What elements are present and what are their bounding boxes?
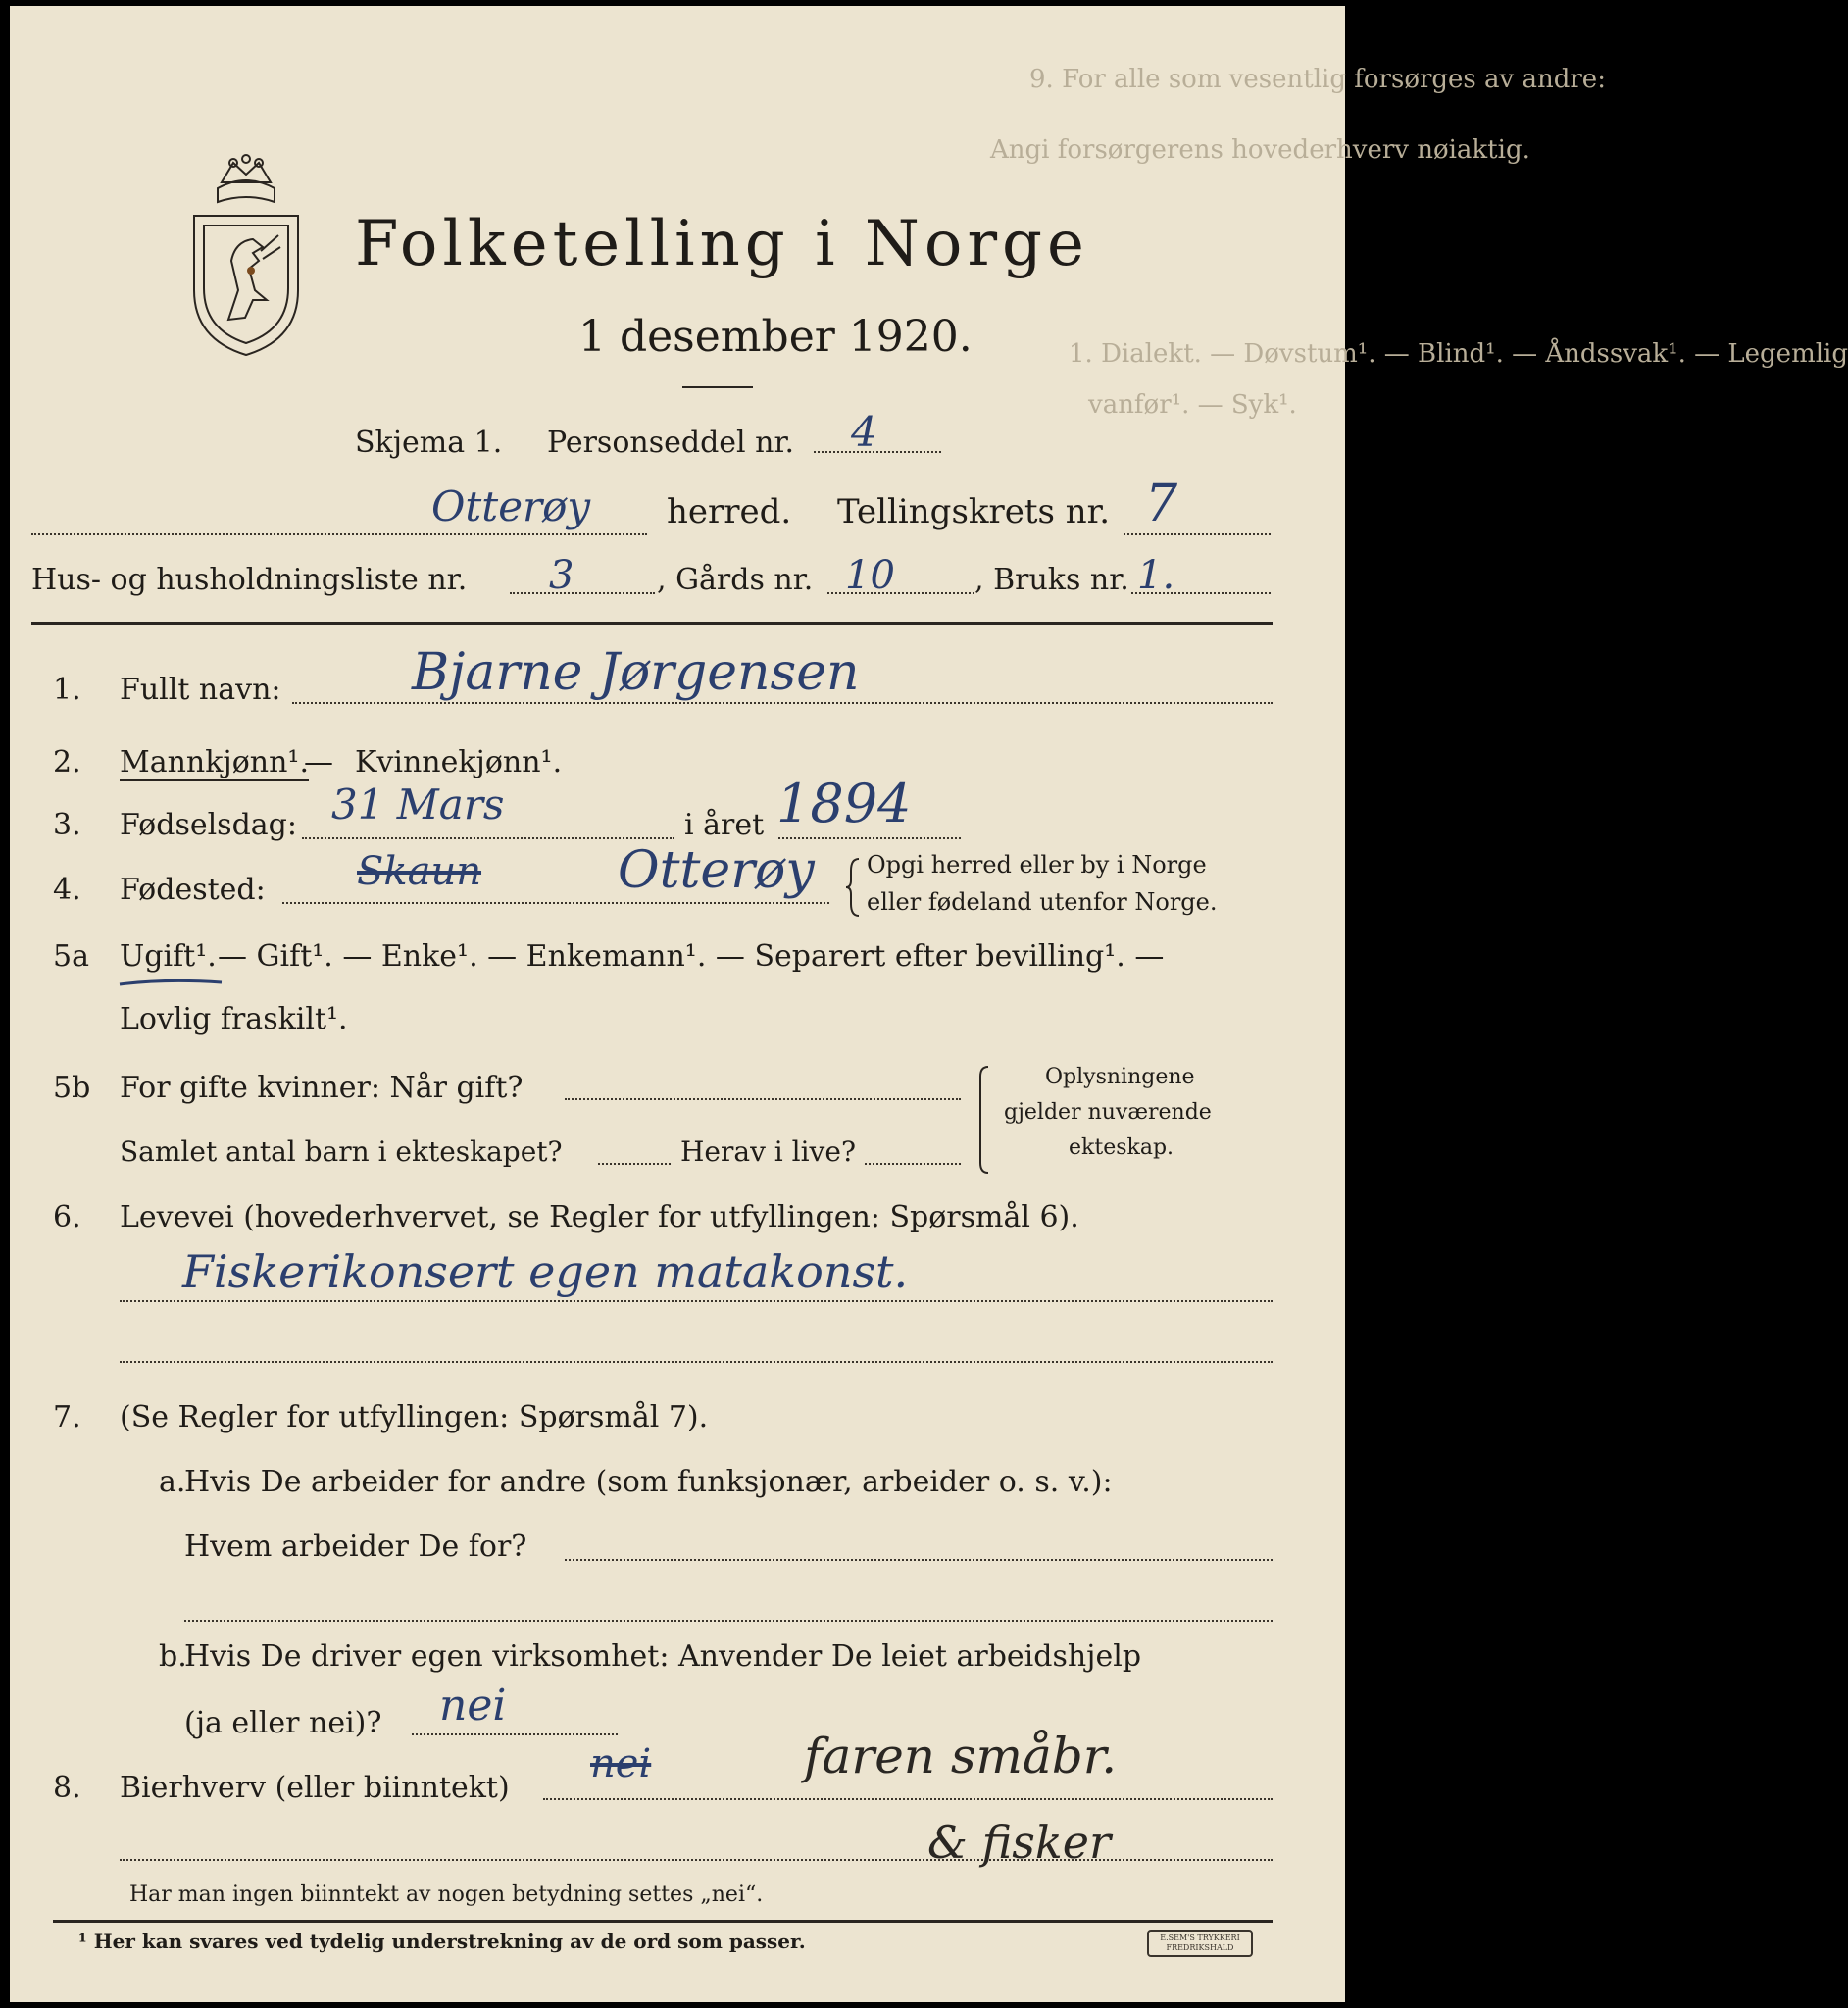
side-income-field[interactable] xyxy=(543,1798,1273,1800)
q7a-line1: Hvis De arbeider for andre (som funksjonær, arbeider o. s. v.): xyxy=(184,1465,1113,1499)
birthplace-struck: Skaun xyxy=(357,849,482,894)
brace-icon xyxy=(845,857,861,918)
tellingskrets-field[interactable] xyxy=(1124,533,1271,535)
children-field[interactable] xyxy=(598,1163,671,1165)
census-form xyxy=(10,6,1848,2002)
q7a-line2: Hvem arbeider De for? xyxy=(184,1530,527,1564)
personseddel-value: 4 xyxy=(851,408,877,456)
q2-separator: — xyxy=(304,745,333,779)
occupation-field[interactable] xyxy=(120,1300,1273,1302)
hus-field[interactable] xyxy=(510,592,655,594)
employer-field[interactable] xyxy=(565,1559,1273,1561)
living-label: Herav i live? xyxy=(680,1135,856,1168)
herred-value: Otterøy xyxy=(431,482,591,530)
q7a-letter: a. xyxy=(159,1465,186,1499)
q7b-letter: b. xyxy=(159,1639,187,1674)
birthplace-field[interactable] xyxy=(282,902,829,904)
birthplace-value: Otterøy xyxy=(618,841,815,900)
q3-label: Fødselsdag: xyxy=(120,808,297,842)
show-through-line: vanfør¹. — Syk¹. xyxy=(1088,390,1297,420)
birth-year-value: 1894 xyxy=(776,773,912,834)
bracket-icon xyxy=(976,1065,990,1175)
q1-label: Fullt navn: xyxy=(120,673,281,707)
birthplace-note-2: eller fødeland utenfor Norge. xyxy=(867,888,1218,916)
personseddel-field[interactable] xyxy=(814,451,941,453)
q8-label: Bierhverv (eller biinntekt) xyxy=(120,1771,510,1805)
bruks-label: , Bruks nr. xyxy=(974,563,1129,597)
unmarried-underline xyxy=(118,977,225,990)
side-income-struck: nei xyxy=(590,1741,652,1786)
gards-label: , Gårds nr. xyxy=(657,563,814,597)
footer-rule xyxy=(53,1920,1273,1923)
q6-number: 6. xyxy=(53,1200,81,1234)
q4-label: Fødested: xyxy=(120,873,266,907)
male-option[interactable]: Mannkjønn¹. xyxy=(120,745,309,779)
occupation-field-2[interactable] xyxy=(120,1361,1273,1363)
birthplace-note-1: Opgi herred eller by i Norge xyxy=(867,851,1207,878)
q8-number: 8. xyxy=(53,1771,81,1805)
birth-year-field[interactable] xyxy=(778,837,961,839)
unmarried-option[interactable]: Ugift¹. xyxy=(120,939,217,974)
full-name-value: Bjarne Jørgensen xyxy=(412,643,860,702)
herred-field[interactable] xyxy=(31,533,647,535)
marriage-note-1: Oplysningene xyxy=(1045,1065,1195,1089)
show-through-line: 9. For alle som vesentlig forsørges av andre: xyxy=(1029,65,1606,94)
q2-number: 2. xyxy=(53,745,81,779)
coat-of-arms-icon xyxy=(184,153,308,359)
marriage-note-2: gjelder nuværende xyxy=(1004,1100,1212,1125)
q7b-line2: (ja eller nei)? xyxy=(184,1706,382,1740)
tellingskrets-value: 7 xyxy=(1145,475,1178,533)
hired-help-value: nei xyxy=(439,1681,507,1731)
married-when-label: For gifte kvinner: Når gift? xyxy=(120,1071,524,1105)
q7-label: (Se Regler for utfyllingen: Spørsmål 7). xyxy=(120,1400,709,1434)
side-income-value: faren småbr. xyxy=(804,1728,1118,1784)
herred-label: herred. xyxy=(667,492,792,531)
bruks-value: 1. xyxy=(1137,553,1175,598)
occupation-value: Fiskerikonsert egen matakonst. xyxy=(182,1245,909,1298)
divorced-option[interactable]: Lovlig fraskilt¹. xyxy=(120,1002,348,1036)
birthday-field[interactable] xyxy=(302,837,674,839)
full-name-field[interactable] xyxy=(292,702,1273,704)
side-income-value-2: & fisker xyxy=(927,1816,1111,1869)
q6-label: Levevei (hovederhvervet, se Regler for utfyllingen: Spørsmål 6). xyxy=(120,1200,1079,1234)
marital-options[interactable]: — Gift¹. — Enke¹. — Enkemann¹. — Separert efter bevilling¹. — xyxy=(218,939,1165,974)
hus-label: Hus- og husholdningsliste nr. xyxy=(31,563,468,597)
footnote: ¹ Her kan svares ved tydelig understrekning av de ord som passer. xyxy=(78,1930,806,1953)
show-through-line: Angi forsørgerens hovederhverv nøiaktig. xyxy=(990,135,1530,165)
hus-value: 3 xyxy=(549,553,574,598)
living-field[interactable] xyxy=(865,1163,961,1165)
employer-field-2[interactable] xyxy=(184,1620,1273,1622)
personseddel-label: Personseddel nr. xyxy=(547,426,795,460)
schema-label: Skjema 1. xyxy=(355,426,503,460)
birthday-value: 31 Mars xyxy=(331,780,505,828)
q5b-number: 5b xyxy=(53,1071,91,1105)
q3-number: 3. xyxy=(53,808,81,842)
tellingskrets-label: Tellingskrets nr. xyxy=(837,492,1111,531)
children-label: Samlet antal barn i ekteskapet? xyxy=(120,1135,563,1168)
gards-value: 10 xyxy=(845,553,895,598)
printer-stamp: E.SEM'S TRYKKERI FREDRIKSHALD xyxy=(1147,1930,1253,1957)
q5a-number: 5a xyxy=(53,939,89,974)
q7-number: 7. xyxy=(53,1400,81,1434)
q7b-line1: Hvis De driver egen virksomhet: Anvender De leiet arbeidshjelp xyxy=(184,1639,1142,1674)
header-rule xyxy=(31,622,1273,625)
year-label: i året xyxy=(684,808,765,842)
hired-help-field[interactable] xyxy=(412,1733,618,1735)
title-divider xyxy=(682,386,753,388)
show-through-line: 1. Dialekt. — Døvstum¹. — Blind¹. — Åndssvak¹. — Legemlig xyxy=(1069,339,1848,369)
female-option[interactable]: Kvinnekjønn¹. xyxy=(355,745,563,779)
q1-number: 1. xyxy=(53,673,81,707)
q4-number: 4. xyxy=(53,873,81,907)
married-when-field[interactable] xyxy=(565,1098,961,1100)
form-subtitle: 1 desember 1920. xyxy=(578,312,973,362)
form-title: Folketelling i Norge xyxy=(355,208,1089,280)
marriage-note-3: ekteskap. xyxy=(1069,1135,1174,1160)
footer-note: Har man ingen biinntekt av nogen betydning settes „nei“. xyxy=(129,1882,764,1907)
